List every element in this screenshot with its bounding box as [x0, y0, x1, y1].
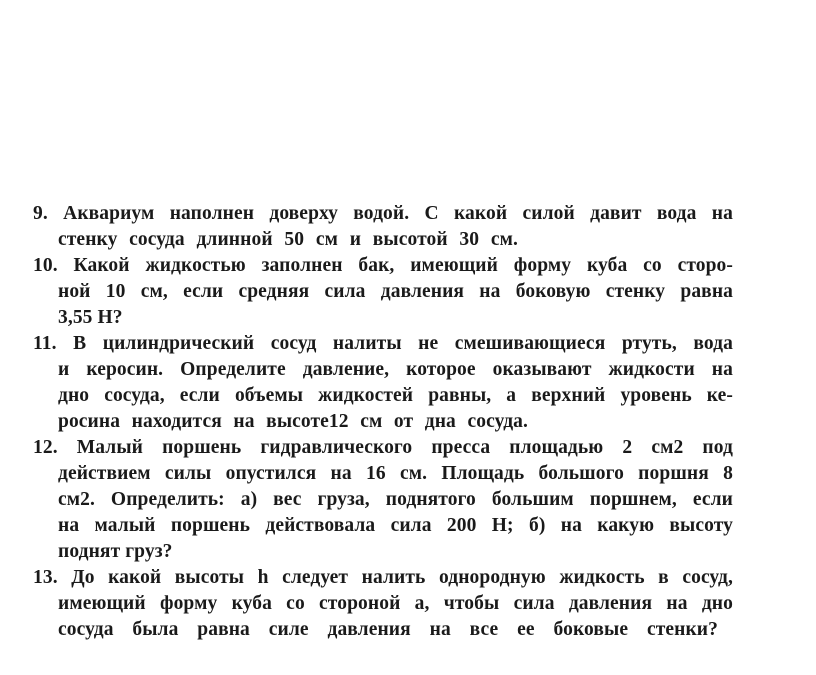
problem-13-line-1: 13. До какой высоты h следует налить однородную жидкость в сосуд, [33, 567, 733, 588]
problem-12-line-3: см2. Определить: а) вес груза, поднятого большим поршнем, если [58, 489, 733, 510]
problem-11-line-1: 11. В цилиндрический сосуд налиты не смешивающиеся ртуть, вода [33, 333, 733, 354]
problem-13-line-2: имеющий форму куба со стороной а, чтобы сила давления на дно [58, 593, 733, 614]
problem-11-line-3: дно сосуда, если объемы жидкостей равны, а верхний уровень ке- [58, 385, 733, 406]
problem-11-line-4: росина находится на высоте12 см от дна сосуда. [58, 411, 528, 432]
problem-10-line-3: 3,55 Н? [58, 307, 123, 328]
problem-13-line-3: сосуда была равна силе давления на все ее боковые стенки? [58, 619, 718, 640]
problem-12-line-1: 12. Малый поршень гидравлического пресса площадью 2 см2 под [33, 437, 733, 458]
problem-12-line-4: на малый поршень действовала сила 200 Н; б) на какую высоту [58, 515, 733, 536]
problem-12-line-5: поднят груз? [58, 541, 173, 562]
problem-12-line-2: действием силы опустился на 16 см. Площадь большого поршня 8 [58, 463, 733, 484]
problem-10-line-2: ной 10 см, если средняя сила давления на боковую стенку равна [58, 281, 733, 302]
problem-9-line-1: 9. Аквариум наполнен доверху водой. С какой силой давит вода на [33, 203, 733, 224]
problem-9-line-2: стенку сосуда длинной 50 см и высотой 30 см. [58, 229, 518, 250]
problem-10-line-1: 10. Какой жидкостью заполнен бак, имеющий форму куба со сторо- [33, 255, 733, 276]
problem-11-line-2: и керосин. Определите давление, которое оказывают жидкости на [58, 359, 733, 380]
